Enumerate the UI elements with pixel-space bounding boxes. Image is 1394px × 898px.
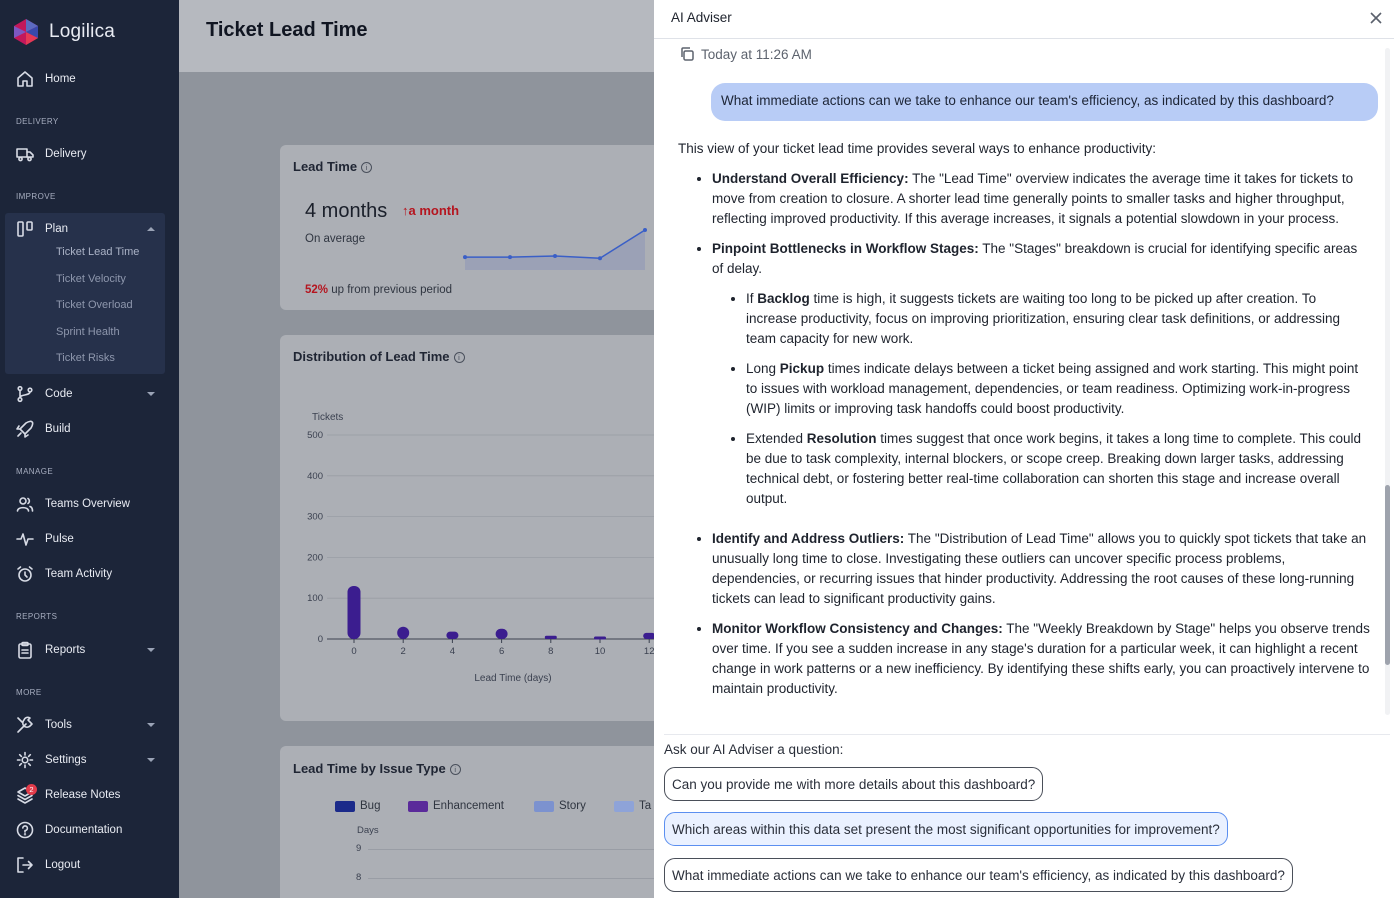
section-manage: MANAGE: [16, 467, 54, 476]
lead-time-footnote: [305, 284, 452, 296]
subbullet-pre: If: [746, 291, 758, 306]
nav-plan-label: Plan: [45, 223, 69, 235]
x-axis-label: Lead Time (days): [474, 673, 552, 684]
users-icon: [16, 495, 34, 513]
chat-thread[interactable]: [654, 39, 1384, 714]
logout-icon: [16, 856, 34, 874]
lead-time-delta: ↑a month: [402, 203, 460, 218]
bar: [643, 633, 654, 639]
subbullet-pre: Extended: [746, 431, 807, 446]
y-tick: 8: [356, 872, 362, 883]
ai-adviser-panel: [654, 0, 1394, 898]
nav-settings-label: Settings: [45, 754, 87, 766]
nav-ticket-risks[interactable]: Ticket Risks: [56, 352, 115, 364]
nav-teams-overview[interactable]: [0, 490, 179, 518]
chevron-down-icon: [147, 389, 155, 397]
legend-label: Bug: [360, 800, 381, 812]
nav-home[interactable]: [0, 65, 179, 93]
bar: [446, 632, 458, 639]
bar: [545, 636, 557, 639]
ask-label: Ask our AI Adviser a question:: [664, 742, 844, 757]
x-tick-label: 6: [498, 646, 505, 657]
sparkline-point: [598, 256, 602, 260]
x-tick-label: 10: [594, 646, 606, 657]
y-tick-label: 400: [307, 470, 323, 482]
bullet-text: The "Stages" breakdown is crucial for identifying specific areas of delay.: [712, 241, 1358, 276]
page-header: [179, 0, 654, 72]
answer-intro: This view of your ticket lead time provides several ways to enhance productivity:: [678, 141, 1156, 156]
legend-swatch: [335, 801, 355, 812]
timestamp-text: Today at 11:26 AM: [701, 46, 812, 62]
nav-release-notes-label: Release Notes: [45, 789, 121, 801]
distribution-title-text: Distribution of Lead Time: [293, 349, 450, 364]
lead-time-sparkline: [460, 225, 654, 275]
chevron-down-icon: [147, 720, 155, 728]
nav-delivery-label: Delivery: [45, 148, 87, 160]
distribution-chart: [280, 395, 654, 695]
x-tick-label: 8: [548, 646, 554, 657]
nav-reports-label: Reports: [45, 644, 86, 656]
y-axis-label: Days: [357, 825, 379, 836]
legend-swatch: [408, 801, 428, 812]
subbullet-pre: Long: [746, 361, 780, 376]
bullet-heading: Monitor Workflow Consistency and Changes:: [712, 621, 1003, 636]
panel-title: AI Adviser: [671, 10, 732, 25]
lead-time-value: 4 months: [305, 200, 388, 222]
lead-time-foot-text: up from previous period: [328, 284, 453, 296]
issue-type-card-title: [293, 761, 461, 776]
nav-code[interactable]: [0, 380, 179, 408]
legend-bug[interactable]: [335, 800, 380, 812]
nav-team-activity[interactable]: [0, 560, 179, 588]
y-tick-label: 0: [317, 634, 323, 645]
alarm-clock-icon: [16, 565, 34, 583]
gridline: [368, 878, 654, 879]
y-axis-label: Tickets: [312, 412, 344, 423]
nav-delivery[interactable]: [0, 140, 179, 168]
x-tick-label: 2: [400, 646, 406, 657]
subbullet-text: time is high, it suggests tickets are waiting too long to be picked up after creation. To increase productivity, focus on improving prioritization, ensuring clear task definitions, or addressing team capacity for new work.: [746, 291, 1341, 346]
subbullet-bold: Backlog: [757, 291, 810, 306]
bullet-heading: Understand Overall Efficiency:: [712, 171, 909, 186]
truck-icon: [16, 145, 34, 163]
bullet-heading: Identify and Address Outliers:: [712, 531, 905, 546]
nav-code-label: Code: [45, 388, 73, 400]
nav-pulse[interactable]: [0, 525, 179, 553]
y-tick-label: 500: [307, 430, 323, 441]
nav-logout-label: Logout: [45, 859, 81, 871]
answer-list: [692, 169, 1370, 699]
help-circle-icon: [16, 821, 34, 839]
user-message: What immediate actions can we take to enhance our team's efficiency, as indicated by this dashboard?: [711, 83, 1378, 121]
message-timestamp: [679, 46, 812, 62]
gear-icon: [16, 751, 34, 769]
lead-time-sub: On average: [305, 233, 366, 245]
bar: [348, 586, 361, 639]
answer-bullet: [712, 239, 1370, 509]
kanban-icon: [16, 220, 34, 238]
sparkline-point: [508, 255, 512, 259]
y-tick-label: 300: [307, 511, 323, 523]
x-tick-label: 12: [643, 646, 655, 657]
nav-tools[interactable]: [0, 711, 179, 739]
distribution-card: [280, 335, 654, 721]
bullet-text: The "Weekly Breakdown by Stage" helps you observe trends over time. If you see a sudden increase in any stage's duration for a particular week, it can highlight a recent change in work patterns or a new inefficiency. By identifying these shifts early, you can proactively intervene to maintain productivity.: [712, 621, 1370, 696]
nav-tools-label: Tools: [45, 719, 72, 731]
lead-time-pct: 52%: [305, 284, 329, 296]
bar: [594, 637, 606, 640]
brand[interactable]: [12, 18, 115, 46]
answer-subbullet: [746, 289, 1370, 349]
home-icon: [16, 70, 34, 88]
section-reports: REPORTS: [16, 612, 58, 621]
nav-documentation-label: Documentation: [45, 824, 123, 836]
answer-subbullet: [746, 429, 1370, 509]
y-tick-label: 200: [307, 552, 323, 564]
answer-bullet: [712, 169, 1370, 229]
issue-type-title-text: Lead Time by Issue Type: [293, 761, 446, 776]
nav-reports[interactable]: [0, 636, 179, 664]
y-tick-label: 100: [307, 593, 323, 605]
bar: [496, 629, 508, 639]
scrollbar-thumb[interactable]: [1385, 485, 1390, 665]
clipboard-icon: [16, 641, 34, 659]
x-tick-label: 0: [351, 646, 357, 657]
brand-name: Logilica: [49, 21, 116, 42]
subbullet-text: times indicate delays between a ticket being assigned and work starting. This might point to issues with workload management, dependencies, or team readiness. Optimizing work-in-progress (WIP) limits or improving task handoffs could boost productivity.: [746, 361, 1359, 416]
nav-ticket-lead-time[interactable]: Ticket Lead Time: [56, 246, 140, 258]
lead-time-title-text: Lead Time: [293, 159, 358, 174]
panel-header: [654, 0, 1394, 39]
bullet-text: The "Lead Time" overview indicates the average time it takes for tickets to move from creation to closure. A shorter lead time generally points to smaller tasks and higher throughput, reflecting improved productivity. If this average increases, it signals a potential slowdown in your process.: [712, 171, 1354, 226]
logilica-logo-icon: [12, 18, 40, 46]
sparkline-point: [643, 228, 647, 232]
lead-time-card: [280, 145, 654, 310]
bullet-heading: Pinpoint Bottlenecks in Workflow Stages:: [712, 241, 979, 256]
section-delivery: DELIVERY: [16, 117, 59, 126]
pulse-icon: [16, 530, 34, 548]
info-icon[interactable]: i: [454, 352, 465, 363]
nav-build[interactable]: [0, 415, 179, 443]
subbullet-text: times suggest that once work begins, it takes a long time to complete. This could be due to task complexity, internal blockers, or scope creep. Breaking down larger tasks, addressing technical debt, or fostering better real-time collaboration can shorten this stage and increase overall output.: [746, 431, 1362, 506]
rocket-icon: [16, 420, 34, 438]
legend-enhancement[interactable]: [408, 800, 504, 812]
x-tick-label: 4: [449, 646, 456, 657]
issue-type-card: [280, 746, 654, 898]
info-icon[interactable]: i: [361, 162, 372, 173]
legend-label: Ta: [639, 800, 652, 812]
release-notes-badge: 2: [26, 784, 37, 795]
sparkline-point: [553, 254, 557, 258]
nav-sprint-health[interactable]: Sprint Health: [56, 326, 120, 338]
chevron-up-icon: [147, 224, 155, 232]
legend-label: Enhancement: [433, 800, 504, 812]
copy-icon[interactable]: [679, 46, 695, 62]
nav-plan[interactable]: [0, 215, 179, 243]
page-title: Ticket Lead Time: [206, 19, 368, 41]
nav-ticket-velocity[interactable]: Ticket Velocity: [56, 273, 126, 285]
bar: [397, 627, 409, 639]
y-tick: 9: [356, 843, 362, 854]
ai-answer: [678, 139, 1370, 709]
nav-home-label: Home: [45, 73, 76, 85]
legend-story[interactable]: [534, 800, 586, 812]
nav-settings[interactable]: [0, 746, 179, 774]
section-improve: IMPROVE: [16, 192, 56, 201]
legend-swatch: [534, 801, 554, 812]
tools-icon: [16, 716, 34, 734]
nav-build-label: Build: [45, 423, 71, 435]
legend-task[interactable]: [614, 800, 651, 812]
gridline: [368, 849, 654, 850]
chevron-down-icon: [147, 645, 155, 653]
answer-bullet: [712, 619, 1370, 699]
nav-ticket-overload[interactable]: Ticket Overload: [56, 299, 133, 311]
info-icon[interactable]: i: [450, 764, 461, 775]
nav-documentation[interactable]: [0, 816, 179, 844]
lead-time-card-title: [293, 159, 372, 174]
subbullet-bold: Pickup: [779, 361, 825, 376]
git-branch-icon: [16, 385, 34, 403]
distribution-card-title: [293, 349, 465, 364]
suggested-question-button[interactable]: Which areas within this data set present the most significant opportunities for improvement?: [664, 812, 1228, 846]
suggested-question-button[interactable]: What immediate actions can we take to enhance our team's efficiency, as indicated by this dashboard?: [664, 858, 1293, 892]
nav-teams-overview-label: Teams Overview: [45, 498, 130, 510]
sidebar: [0, 0, 179, 898]
close-icon[interactable]: [1369, 11, 1383, 25]
nav-team-activity-label: Team Activity: [45, 568, 113, 580]
sparkline-point: [463, 255, 467, 259]
answer-bullet: [712, 529, 1370, 609]
nav-pulse-label: Pulse: [45, 533, 74, 545]
legend-label: Story: [559, 800, 586, 812]
nav-logout[interactable]: [0, 851, 179, 879]
legend-swatch: [614, 801, 634, 812]
main-content: [179, 0, 654, 898]
answer-subbullet: [746, 359, 1370, 419]
suggested-question-button[interactable]: Can you provide me with more details about this dashboard?: [664, 767, 1043, 801]
divider: [664, 734, 1390, 735]
sparkline-area: [465, 230, 645, 270]
chat-scrollbar[interactable]: [1385, 48, 1390, 715]
answer-sublist: [712, 289, 1370, 509]
chevron-down-icon: [147, 755, 155, 763]
section-more: MORE: [16, 688, 42, 697]
bullet-text: The "Distribution of Lead Time" allows you to quickly spot tickets that take an unusually long time to close. Investigating these outliers can uncover specific process problems, dependencies, or recurring issues that hinder productivity. Addressing the root causes of these long-running tickets can lead to significant productivity gains.: [712, 531, 1367, 606]
subbullet-bold: Resolution: [806, 431, 877, 446]
